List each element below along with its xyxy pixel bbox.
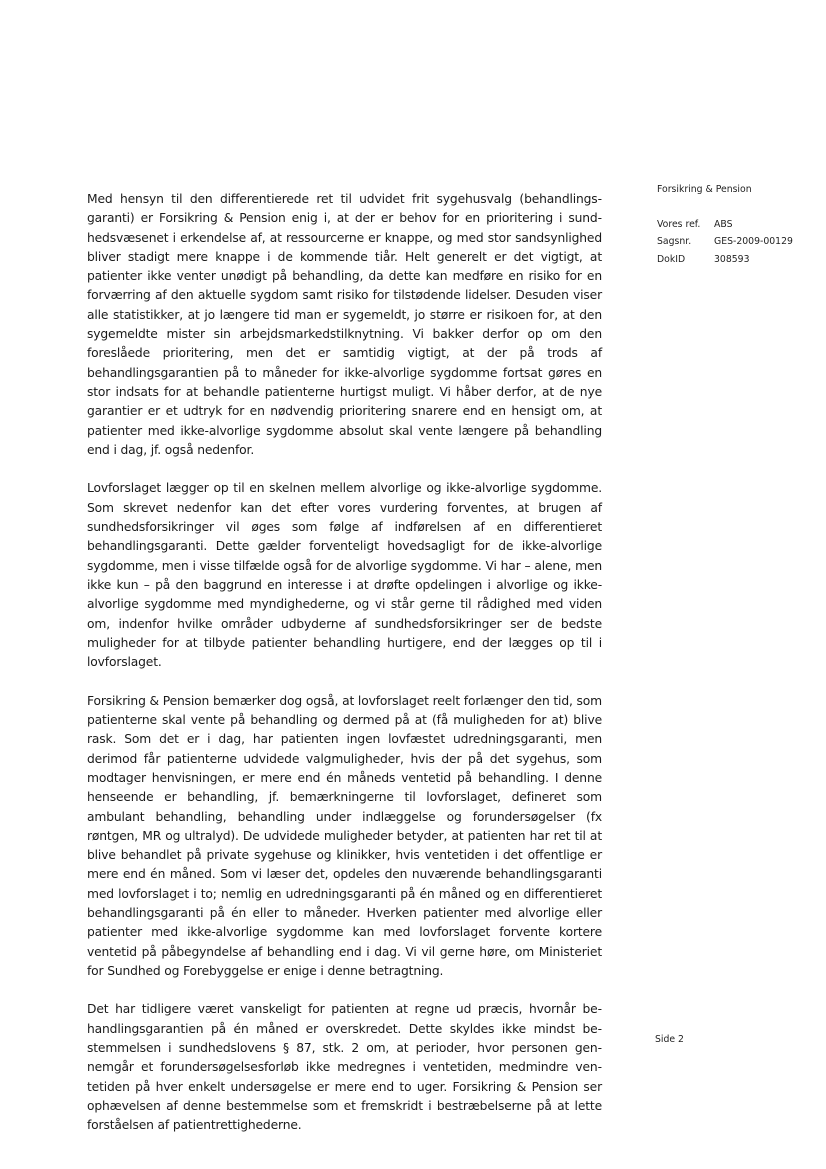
- ref-value: GES-2009-00129: [714, 236, 793, 247]
- ref-label: DokID: [657, 253, 686, 265]
- ref-row-dokid: [657, 251, 817, 269]
- page-number: Side 2: [655, 1034, 684, 1045]
- sender-info: [657, 181, 817, 268]
- sender-org: Forsikring & Pension: [657, 184, 752, 195]
- paragraph-1: Med hensyn til den differentierede ret til udvidet frit sygehusvalg (behandlingsgaranti) er Forsikring & Pension enig i, at der er behov for en prioritering i sundhedsvæsenet i erkendelse af, at ressourcerne er knappe, og med stor sandsynlighed bliver stadigt mere knappe i de kommende tiår. Helt generelt er det vigtigt, at patienter ikke venter unødigt på behandling, da dette kan medføre en risiko for en forværring af den aktuelle sygdom samt risiko for tilstødende lidelser. Desuden viser alle statistikker, at jo længere tid man er sygemeldt, jo større er risikoen for, at den sygemeldte mister sin arbejdsmarkedstilknytning. Vi bakker derfor op om den foreslåede prioritering, men det er samtidig vigtigt, at der på trods af behandlingsgarantien på to måneder for ikke-alvorlige sygdomme fortsat gøres en stor indsats for at behandle patienterne hurtigst muligt. Vi håber derfor, at de nye garantier er et udtryk for en nødvendig prioritering snarere end en hensigt om, at patienter med ikke-alvorlige sygdomme absolut skal vente længere på behandling end i dag, jf. også nedenfor.: [87, 192, 602, 457]
- ref-value: ABS: [714, 218, 733, 230]
- ref-label: Vores ref.: [657, 218, 701, 230]
- ref-label: Sagsnr.: [657, 236, 692, 247]
- ref-row-vores-ref: [657, 216, 817, 234]
- ref-value: 308593: [714, 253, 750, 265]
- paragraph-4: Det har tidligere været vanskeligt for patienten at regne ud præcis, hvornår behandlingsgarantien på én måned er overskredet. Dette skyldes ikke mindst bestemmelsen i sundhedslovens § 87, stk. 2 om, at perioder, hvor personen gennemgår et forundersøgelsesforløb ikke medregnes i ventetiden, medmindre ventetiden på hver enkelt undersøgelse er mere end to uger. Forsikring & Pension ser ophævelsen af denne bestemmelse som et fremskridt i bestræbelserne på at lette forståelsen af patientrettighederne.: [87, 1002, 602, 1133]
- ref-row-sagsnr: [657, 233, 817, 251]
- paragraph-3: Forsikring & Pension bemærker dog også, at lovforslaget reelt forlænger den tid, som patienterne skal vente på behandling og dermed på at (få muligheden for at) blive rask. Som det er i dag, har patienten ingen lovfæstet udredningsgaranti, men derimod får patienterne udvidede valgmuligheder, hvis der på det sygehus, som modtager henvisningen, er mere end én måneds ventetid på behandling. I denne henseende er behandling, jf. bemærkningerne til lovforslaget, defineret som ambulant behandling, behandling under indlæggelse og forundersøgelser (fx røntgen, MR og ultralyd). De udvidede muligheder betyder, at patienten har ret til at blive behandlet på private sygehuse og klinikker, hvis ventetiden i det offentlige er mere end én måned. Som vi læser det, opdeles den nuværende behandlingsgaranti med lovforslaget i to; nemlig en udredningsgaranti på én måned og en differentieret behandlingsgaranti på én eller to måneder. Hverken patienter med alvorlige eller patienter med ikke-alvorlige sygdomme kan med lovforslaget forvente kortere ventetid på påbegyndelse af behandling end i dag. Vi vil gerne høre, om Ministeriet for Sundhed og Forebyggelse er enige i denne betragtning.: [87, 693, 602, 978]
- letter-body: [87, 190, 602, 1155]
- paragraph-2: Lovforslaget lægger op til en skelnen mellem alvorlige og ikke-alvorlige sygdomme. Som skrevet nedenfor kan det efter vores vurdering forventes, at brugen af sundhedsforsikringer vil øges som følge af indførelsen af en differentieret behandlingsgaranti. Dette gælder forventeligt hovedsagligt for de ikke-alvorlige sygdomme, men i visse tilfælde også for de alvorlige sygdomme. Vi har – alene, men ikke kun – på den baggrund en interesse i at drøfte opdelingen i alvorlige og ikke-alvorlige sygdomme med myndighederne, og vi står gerne til rådighed med viden om, indenfor hvilke områder udbyderne af sundhedsforsikringer ser de bedste muligheder for at tilbyde patienter behandling hurtigere, end der lægges op til i lovforslaget.: [87, 481, 602, 670]
